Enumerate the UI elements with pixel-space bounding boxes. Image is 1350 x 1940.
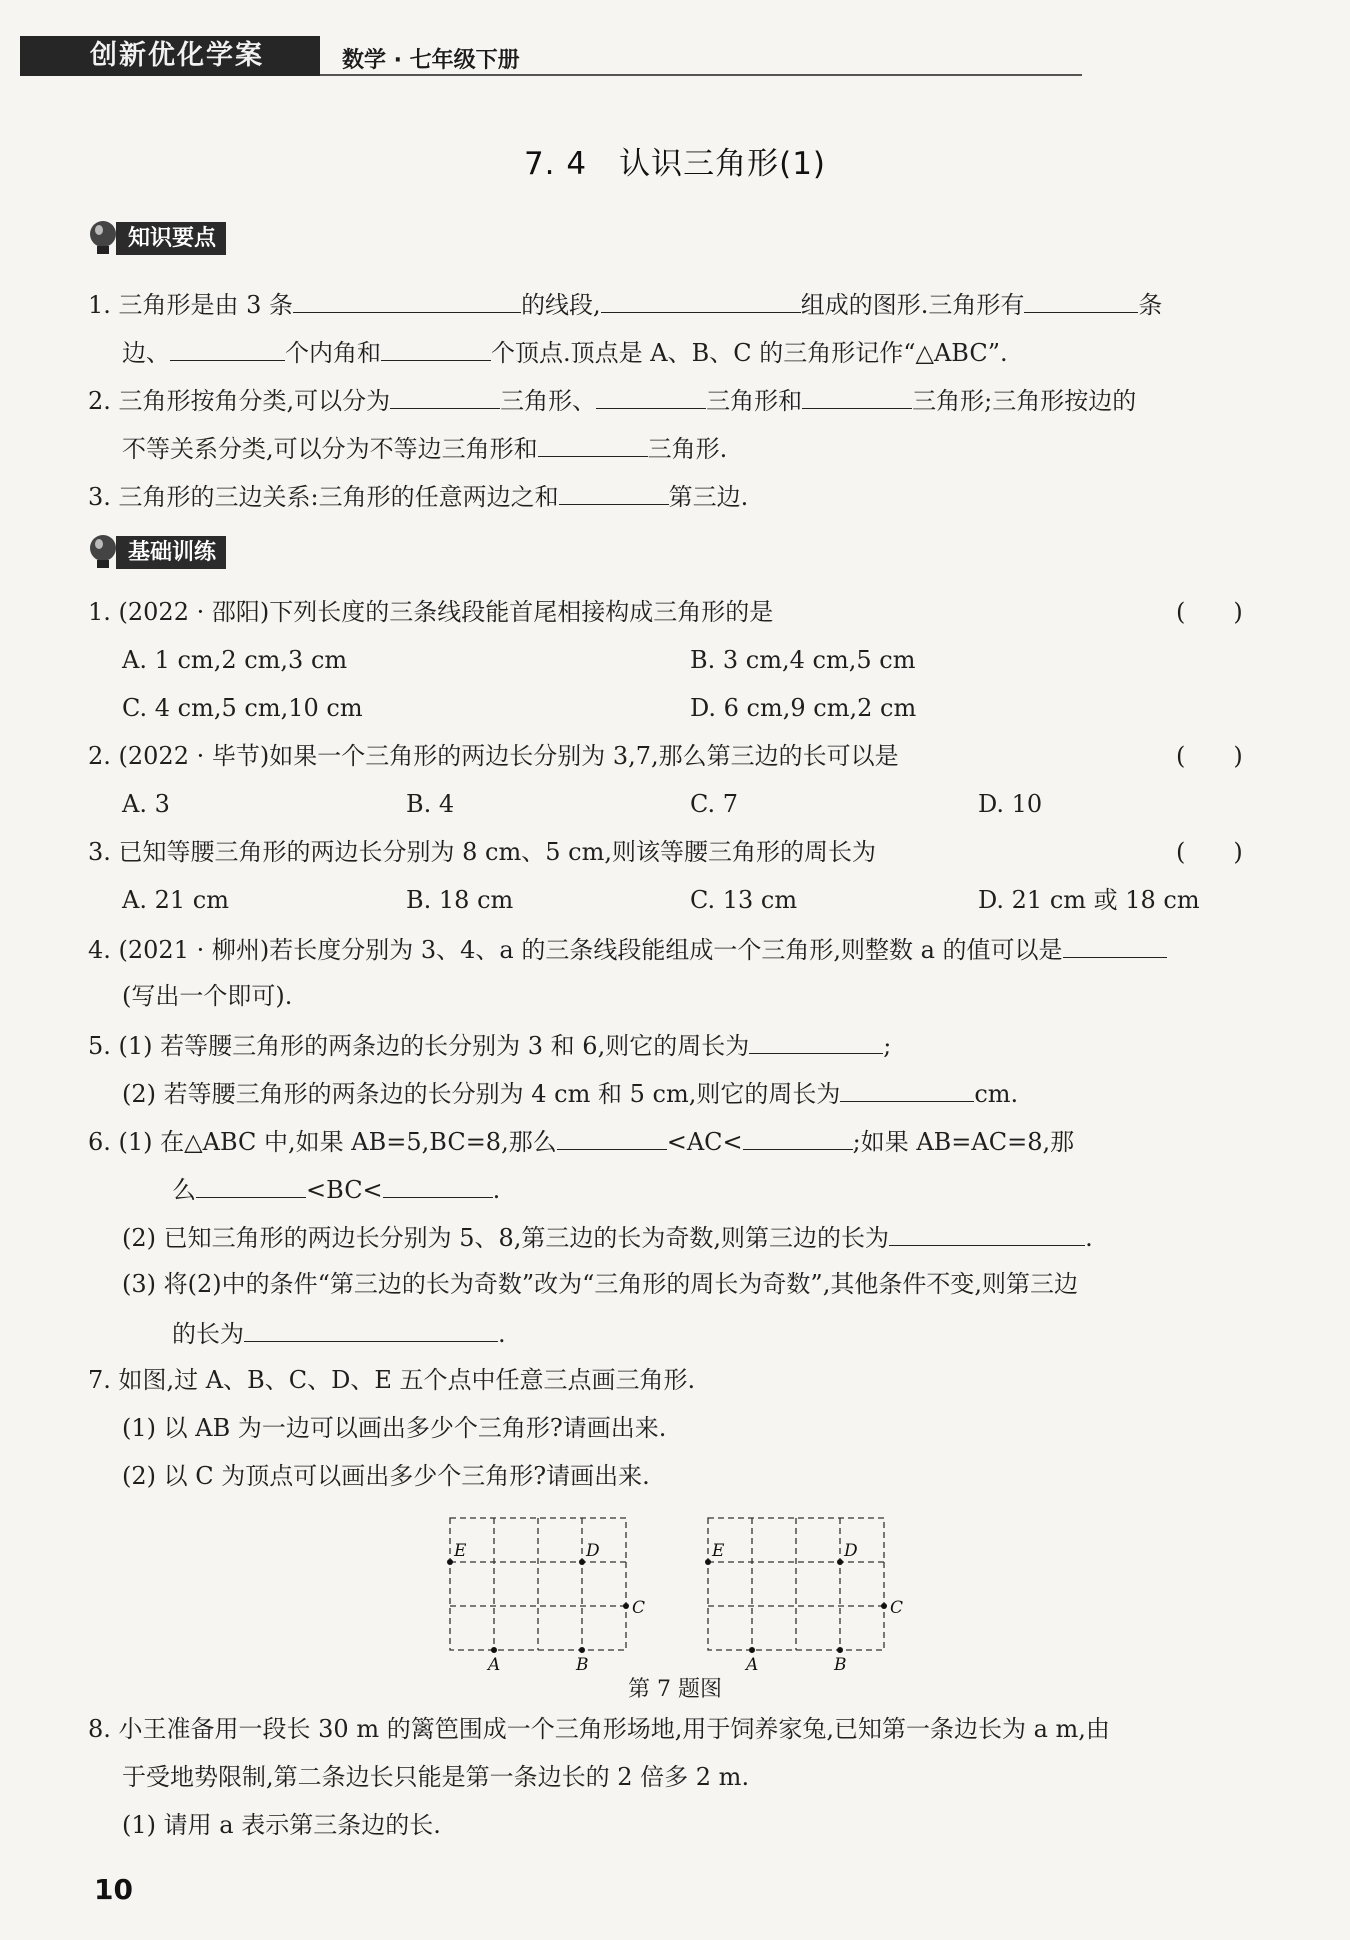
answer-blank[interactable] xyxy=(601,286,801,313)
q3-option-b[interactable]: B. 18 cm xyxy=(406,886,514,914)
q7-grid-figure-right[interactable] xyxy=(698,1510,918,1672)
q1-answer-paren[interactable]: ( ) xyxy=(1176,598,1243,626)
q6-text-b2: . xyxy=(1085,1224,1093,1252)
q7-figure-caption: 第 7 题图 xyxy=(628,1677,722,1702)
q6-text-b1: (2) 已知三角形的两边长分别为 5、8,第三边的长为奇数,则第三边的长为 xyxy=(122,1224,890,1252)
answer-blank[interactable] xyxy=(840,1075,974,1102)
answer-blank[interactable] xyxy=(390,382,500,409)
q6-part3-line1: (3) 将(2)中的条件“第三边的长为奇数”改为“三角形的周长为奇数”,其他条件不变,则第三边 xyxy=(122,1270,1078,1298)
q8-line2: 于受地势限制,第二条边长只能是第一条边长的 2 倍多 2 m. xyxy=(122,1763,750,1791)
k3-line xyxy=(88,478,748,514)
q3-stem: 3. 已知等腰三角形的两边长分别为 8 cm、5 cm,则该等腰三角形的周长为 xyxy=(88,838,876,866)
q5-text-b2: cm. xyxy=(974,1080,1019,1108)
point-label-e: E xyxy=(454,1541,467,1561)
answer-blank[interactable] xyxy=(596,382,706,409)
q8-part1: (1) 请用 a 表示第三条边的长. xyxy=(122,1811,441,1839)
q5-text-a1: 5. (1) 若等腰三角形的两条边的长分别为 3 和 6,则它的周长为 xyxy=(88,1032,750,1060)
q2-stem: 2. (2022 · 毕节)如果一个三角形的两边长分别为 3,7,那么第三边的长可以是 xyxy=(88,742,899,770)
q1-option-a[interactable]: A. 1 cm,2 cm,3 cm xyxy=(122,646,348,674)
subject-label: 数学 · 七年级下册 xyxy=(342,48,520,73)
q5-part1 xyxy=(88,1027,891,1063)
point-label-d: D xyxy=(586,1541,600,1561)
answer-blank[interactable] xyxy=(244,1315,498,1342)
q1-option-b[interactable]: B. 3 cm,4 cm,5 cm xyxy=(690,646,916,674)
q8-line1: 8. 小王准备用一段长 30 m 的篱笆围成一个三角形场地,用于饲养家兔,已知第一条边长为 a m,由 xyxy=(88,1715,1110,1743)
q6-part1-line1 xyxy=(88,1123,1074,1159)
answer-blank[interactable] xyxy=(196,1171,306,1198)
q7-stem: 7. 如图,过 A、B、C、D、E 五个点中任意三点画三角形. xyxy=(88,1366,696,1394)
point-label-b: B xyxy=(834,1655,847,1672)
q2-option-c[interactable]: C. 7 xyxy=(690,790,739,818)
k2-text-e: 不等关系分类,可以分为不等边三角形和 xyxy=(122,435,538,463)
answer-blank[interactable] xyxy=(381,334,491,361)
q7-part2: (2) 以 C 为顶点可以画出多少个三角形?请画出来. xyxy=(122,1462,650,1490)
q6-part1-line2 xyxy=(172,1171,500,1207)
q7-grid-figure-left[interactable] xyxy=(440,1510,660,1672)
point-label-c: C xyxy=(890,1598,904,1618)
k1-text-c: 组成的图形.三角形有 xyxy=(800,291,1025,319)
q6-part2 xyxy=(122,1219,1093,1255)
k2-text-b: 三角形、 xyxy=(500,387,597,415)
q6-text-a4: 么 xyxy=(172,1176,196,1204)
q4-text-a: 4. (2021 · 柳州)若长度分别为 3、4、a 的三条线段能组成一个三角形,则整数 a 的值可以是 xyxy=(88,936,1063,964)
q2-option-a[interactable]: A. 3 xyxy=(122,790,170,818)
q3-option-a[interactable]: A. 21 cm xyxy=(122,886,229,914)
k2-line2 xyxy=(122,430,727,466)
point-label-a: A xyxy=(746,1655,759,1672)
section-basic-label: 基础训练 xyxy=(116,536,226,569)
answer-blank[interactable] xyxy=(1024,286,1138,313)
q6-text-a6: . xyxy=(492,1176,501,1204)
q5-part2 xyxy=(122,1075,1018,1111)
q2-option-b[interactable]: B. 4 xyxy=(406,790,455,818)
q6-text-a1: 6. (1) 在△ABC 中,如果 AB=5,BC=8,那么 xyxy=(88,1128,557,1156)
k1-line1 xyxy=(88,286,1162,322)
point-label-e: E xyxy=(712,1541,725,1561)
point-label-b: B xyxy=(576,1655,589,1672)
answer-blank[interactable] xyxy=(557,1123,667,1150)
q6-text-a3: ;如果 AB=AC=8,那 xyxy=(852,1128,1075,1156)
k1-text-e: 边、 xyxy=(122,339,170,367)
section-knowledge-label: 知识要点 xyxy=(116,222,226,255)
answer-blank[interactable] xyxy=(293,286,521,313)
q3-answer-paren[interactable]: ( ) xyxy=(1176,838,1243,866)
q1-option-d[interactable]: D. 6 cm,9 cm,2 cm xyxy=(690,694,917,722)
k1-text-d: 条 xyxy=(1138,291,1163,319)
header-rule xyxy=(320,74,1082,76)
q4-line1 xyxy=(88,931,1167,967)
q2-option-d[interactable]: D. 10 xyxy=(978,790,1043,818)
answer-blank[interactable] xyxy=(538,430,648,457)
q4-line2: (写出一个即可). xyxy=(122,982,293,1010)
k2-text-d: 三角形;三角形按边的 xyxy=(912,387,1137,415)
q6-text-c2: 的长为 xyxy=(172,1320,244,1348)
answer-blank[interactable] xyxy=(889,1219,1085,1246)
q1-stem: 1. (2022 · 邵阳)下列长度的三条线段能首尾相接构成三角形的是 xyxy=(88,598,774,626)
q3-option-c[interactable]: C. 13 cm xyxy=(690,886,798,914)
answer-blank[interactable] xyxy=(170,334,285,361)
q5-text-b1: (2) 若等腰三角形的两条边的长分别为 4 cm 和 5 cm,则它的周长为 xyxy=(122,1080,841,1108)
k3-text-a: 3. 三角形的三边关系:三角形的任意两边之和 xyxy=(88,483,559,511)
q2-answer-paren[interactable]: ( ) xyxy=(1176,742,1243,770)
q6-part3-line2 xyxy=(172,1315,506,1351)
brand-title: 创新优化学案 xyxy=(90,40,264,71)
answer-blank[interactable] xyxy=(802,382,912,409)
q1-option-c[interactable]: C. 4 cm,5 cm,10 cm xyxy=(122,694,363,722)
q6-text-a2: <AC< xyxy=(666,1128,743,1156)
answer-blank[interactable] xyxy=(1063,931,1167,958)
lightbulb-icon xyxy=(88,220,118,256)
lesson-title: 7. 4 认识三角形(1) xyxy=(523,146,827,182)
q6-text-a5: <BC< xyxy=(306,1176,383,1204)
lightbulb-icon xyxy=(88,534,118,570)
point-label-d: D xyxy=(844,1541,858,1561)
k2-text-c: 三角形和 xyxy=(706,387,803,415)
answer-blank[interactable] xyxy=(743,1123,853,1150)
k2-text-f: 三角形. xyxy=(647,435,728,463)
k1-line2 xyxy=(122,334,1008,370)
page-number: 10 xyxy=(94,1873,133,1906)
k2-text-a: 2. 三角形按角分类,可以分为 xyxy=(88,387,391,415)
q5-text-a2: ; xyxy=(883,1032,892,1060)
point-label-c: C xyxy=(632,1598,646,1618)
q7-part1: (1) 以 AB 为一边可以画出多少个三角形?请画出来. xyxy=(122,1414,667,1442)
k2-line1 xyxy=(88,382,1136,418)
answer-blank[interactable] xyxy=(383,1171,493,1198)
k1-text-f: 个内角和 xyxy=(285,339,381,367)
q3-option-d[interactable]: D. 21 cm 或 18 cm xyxy=(978,886,1200,914)
k3-text-b: 第三边. xyxy=(668,483,749,511)
point-label-a: A xyxy=(488,1655,501,1672)
k1-text-b: 的线段, xyxy=(521,291,601,319)
k1-text-g: 个顶点.顶点是 A、B、C 的三角形记作“△ABC”. xyxy=(491,339,1008,367)
k1-text-a: 1. 三角形是由 3 条 xyxy=(88,291,294,319)
answer-blank[interactable] xyxy=(749,1027,883,1054)
answer-blank[interactable] xyxy=(559,478,669,505)
q6-text-c3: . xyxy=(498,1320,506,1348)
